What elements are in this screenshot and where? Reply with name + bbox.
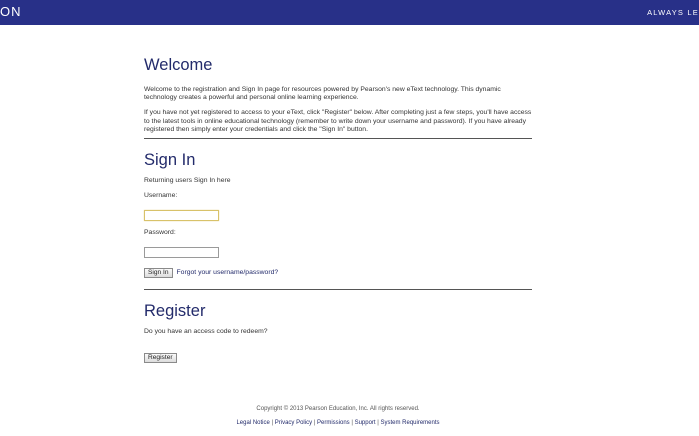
legal-notice-link[interactable]: Legal Notice [236,420,270,426]
password-label: Password: [144,229,176,237]
register-title: Register [144,302,206,321]
forgot-password-link[interactable]: Forgot your username/password? [176,269,279,277]
privacy-policy-link[interactable]: Privacy Policy [274,420,313,426]
signin-button[interactable]: Sign In [144,268,173,278]
main-content [144,55,532,364]
header-bar [0,0,699,25]
pearson-logo[interactable]: ON [0,4,22,19]
username-input[interactable] [144,210,219,221]
username-label: Username: [144,192,178,200]
welcome-paragraph-2: If you have not yet registered to access to your eText, click "Register" below. After completing just a few steps, you'll have access to the latest tools in online educational technology (remember to write down your username and password). If you have already registered then simply enter your credentials and click the "Sign In" button. [144,109,532,133]
footer-links: Legal Notice | Privacy Policy | Permissions | Support | System Requirements [236,420,440,426]
register-button[interactable]: Register [144,353,177,363]
signin-subtitle: Returning users Sign In here [144,177,231,185]
header-tagline: ALWAYS LE [647,8,699,17]
signin-title: Sign In [144,151,196,170]
welcome-paragraph-1: Welcome to the registration and Sign In page for resources powered by Pearson's new eText technology. This dynamic technology creates a powerful and personal online learning experience. [144,86,501,102]
permissions-link[interactable]: Permissions [316,420,350,426]
footer [0,405,676,427]
signin-actions [144,268,532,278]
system-requirements-link[interactable]: System Requirements [380,420,440,426]
support-link[interactable]: Support [354,420,376,426]
password-input[interactable] [144,247,219,258]
copyright-text: Copyright © 2013 Pearson Education, Inc. All rights reserved. [256,406,420,412]
register-question: Do you have an access code to redeem? [144,328,268,336]
welcome-title: Welcome [144,56,213,74]
